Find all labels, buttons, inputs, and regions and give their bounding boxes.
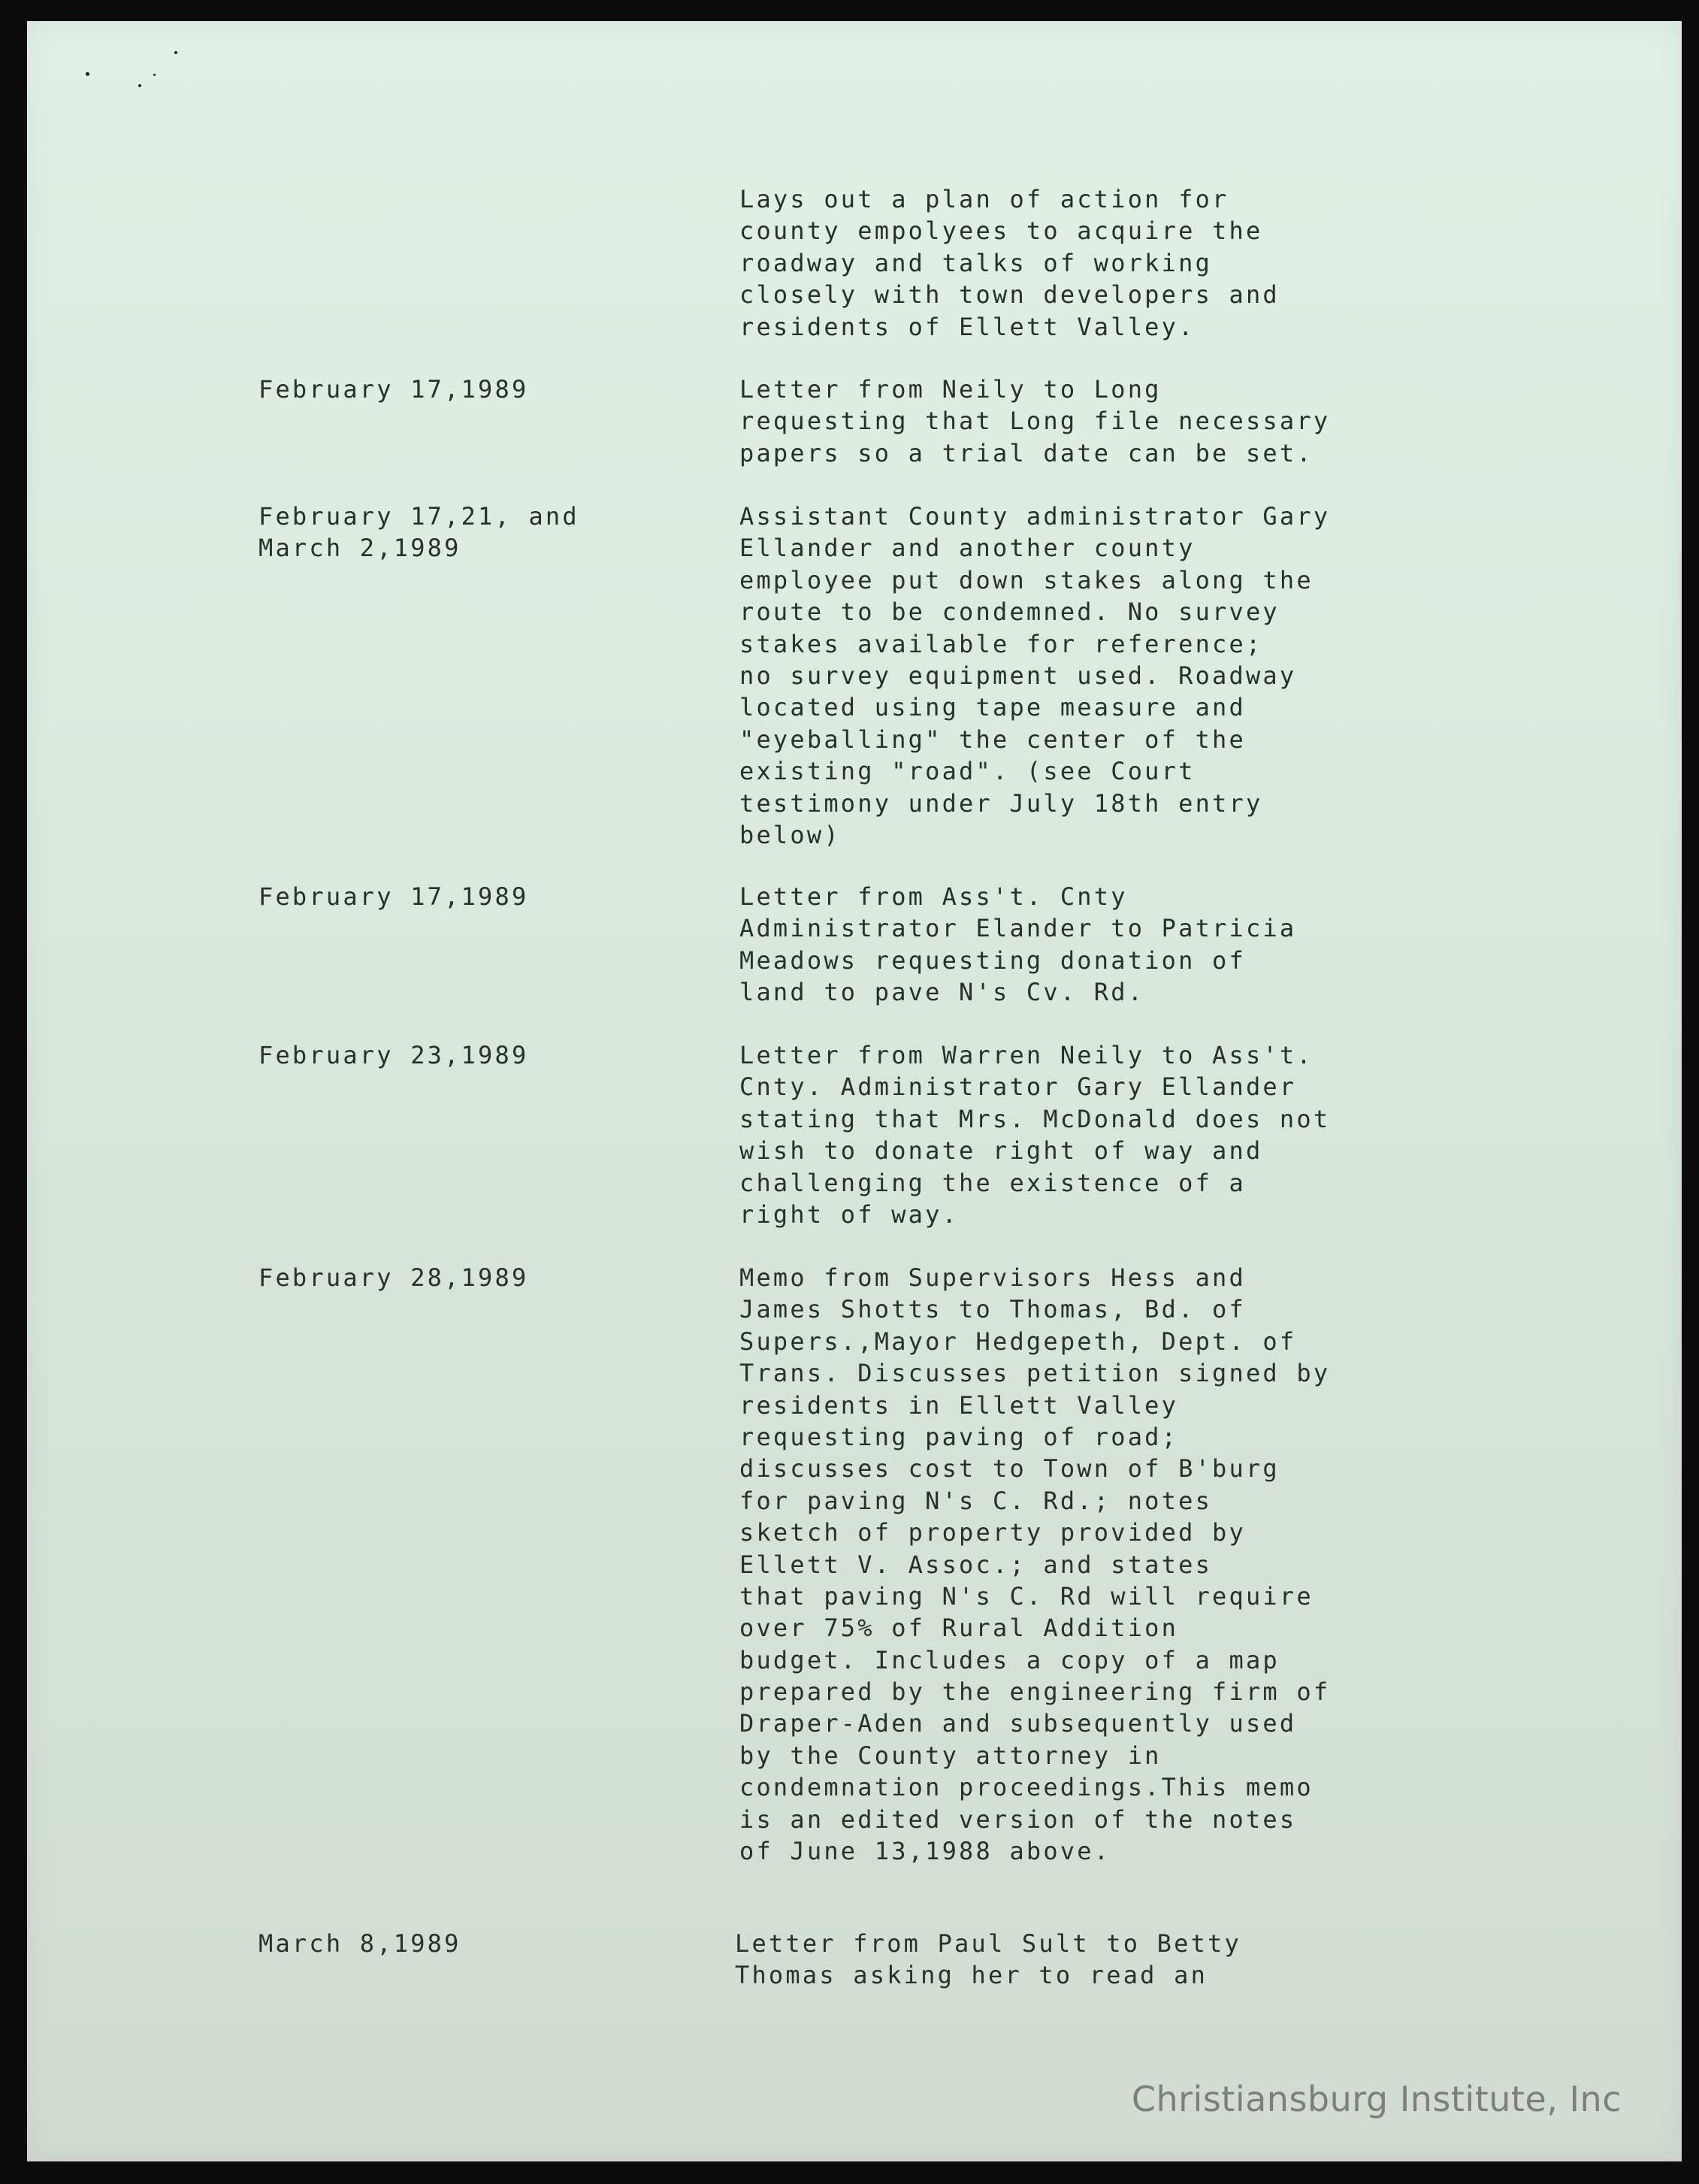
description-line: Ellett V. Assoc.; and states (739, 1550, 1213, 1579)
description-line: Meadows requesting donation of (739, 945, 1246, 975)
description-line: Supers.,Mayor Hedgepeth, Dept. of (739, 1326, 1297, 1356)
description-line: budget. Includes a copy of a map (739, 1645, 1280, 1674)
description-line: Cnty. Administrator Gary Ellander (739, 1072, 1297, 1102)
description-line: roadway and talks of working (739, 248, 1213, 277)
description-line: "eyeballing" the center of the (739, 724, 1246, 754)
description-line: county empolyees to acquire the (739, 216, 1263, 246)
description-line: below) (739, 820, 841, 849)
entry-description (739, 374, 1566, 469)
description-line: requesting paving of road; (739, 1422, 1179, 1451)
description-line: no survey equipment used. Roadway (739, 661, 1297, 690)
description-line: discusses cost to Town of B'burg (739, 1454, 1280, 1484)
description-line: land to pave N's Cv. Rd. (739, 978, 1145, 1007)
description-line: closely with town developers and (739, 280, 1280, 310)
description-line: condemnation proceedings.This memo (739, 1773, 1314, 1802)
description-line: challenging the existence of a (739, 1168, 1246, 1197)
description-line: route to be condemned. No survey (739, 597, 1280, 627)
description-line: papers so a trial date can be set. (739, 438, 1314, 467)
entry-description (739, 1039, 1566, 1230)
paper-speck (138, 84, 141, 87)
paper-speck (174, 51, 177, 54)
entry-description (739, 881, 1566, 1009)
archive-watermark: Christiansburg Institute, Inc (1131, 2079, 1622, 2119)
document-page (27, 21, 1682, 2161)
description-line: residents of Ellett Valley. (739, 312, 1196, 341)
description-line: prepared by the engineering firm of (739, 1677, 1331, 1707)
entry-description (735, 1928, 1561, 1992)
entry-date: February 17,21, and March 2,1989 (258, 502, 579, 563)
paper-speck (86, 72, 89, 76)
entry-date: February 17,1989 (258, 882, 529, 911)
description-line: wish to donate right of way and (739, 1136, 1263, 1166)
description-line: Letter from Ass't. Cnty (739, 882, 1128, 911)
description-line: Letter from Neily to Long (739, 375, 1162, 404)
entry-description (739, 1262, 1566, 1867)
description-line: existing "road". (see Court (739, 757, 1196, 786)
description-line: Administrator Elander to Patricia (739, 914, 1297, 943)
description-line: Assistant County administrator Gary (739, 502, 1331, 531)
description-line: Letter from Warren Neily to Ass't. (739, 1041, 1314, 1069)
entry-description (739, 501, 1566, 851)
description-line: residents in Ellett Valley (739, 1390, 1179, 1420)
description-line: employee put down stakes along the (739, 565, 1314, 594)
description-line: Letter from Paul Sult to Betty (735, 1929, 1241, 1958)
entry-date: February 23,1989 (258, 1041, 529, 1069)
paper-speck (153, 74, 156, 76)
entry-date: March 8,1989 (258, 1929, 461, 1958)
description-line: of June 13,1988 above. (739, 1837, 1111, 1866)
description-line: Thomas asking her to read an (735, 1961, 1208, 1990)
description-line: Trans. Discusses petition signed by (739, 1359, 1331, 1388)
entry-date: February 17,1989 (258, 375, 529, 404)
description-line: sketch of property provided by (739, 1518, 1246, 1547)
description-line: that paving N's C. Rd will require (739, 1581, 1314, 1611)
description-line: Draper-Aden and subsequently used (739, 1709, 1297, 1738)
description-line: Ellander and another county (739, 534, 1196, 563)
description-line: Lays out a plan of action for (739, 185, 1229, 213)
description-line: testimony under July 18th entry (739, 788, 1263, 818)
description-line: Memo from Supervisors Hess and (739, 1263, 1246, 1292)
description-line: right of way. (739, 1199, 960, 1229)
description-line: stating that Mrs. McDonald does not (739, 1104, 1331, 1133)
description-line: James Shotts to Thomas, Bd. of (739, 1295, 1246, 1324)
description-line: for paving N's C. Rd.; notes (739, 1486, 1213, 1515)
description-line: by the County attorney in (739, 1741, 1162, 1770)
entry-date: February 28,1989 (258, 1263, 529, 1292)
description-line: over 75% of Rural Addition (739, 1614, 1179, 1643)
description-line: stakes available for reference; (739, 629, 1263, 658)
description-line: requesting that Long file necessary (739, 407, 1331, 436)
description-line: is an edited version of the notes (739, 1804, 1297, 1834)
entry-description (739, 183, 1566, 343)
description-line: located using tape measure and (739, 693, 1246, 722)
